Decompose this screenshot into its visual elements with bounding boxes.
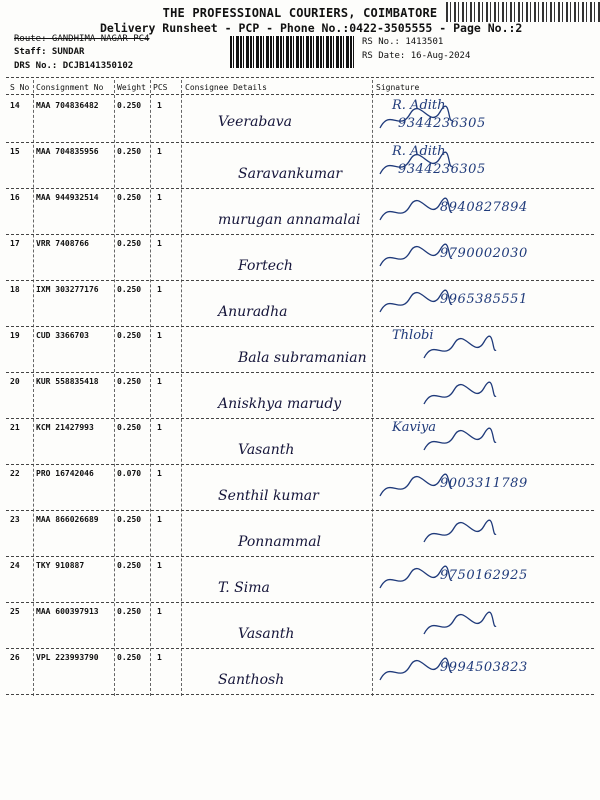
consignment-number: PRO 16742046 [36,469,94,478]
table-row [0,418,600,464]
rs-number: RS No.: 1413501 [362,37,444,47]
consignment-number: KCM 21427993 [36,423,94,432]
consignee-handwriting: Fortech [238,258,293,274]
sno-cell: 25 [10,607,20,616]
weight-cell: 0.250 [117,423,142,432]
table-row [0,142,600,188]
signature-phone: 9344236305 [398,116,486,131]
signature-phone: 9344236305 [398,162,486,177]
signature-scribble [420,378,500,414]
consignee-handwriting: Vasanth [238,626,295,642]
signature-name: Kaviya [392,420,437,435]
signature-phone: 9790002030 [440,246,528,261]
pcs-cell: 1 [157,561,162,570]
table-row [0,188,600,234]
sno-cell: 14 [10,101,20,110]
sno-cell: 20 [10,377,20,386]
signature-name: Thlobi [392,328,434,343]
consignment-number: CUD 3366703 [36,331,89,340]
runsheet-subtitle: Delivery Runsheet - PCP - Phone No.:0422-3505555 - Page No.:2 [100,21,523,35]
sno-cell: 23 [10,515,20,524]
company-title: THE PROFESSIONAL COURIERS, COIMBATORE [162,6,438,20]
sno-cell: 15 [10,147,20,156]
table-row [0,556,600,602]
weight-cell: 0.250 [117,607,142,616]
column-header-consignee: Consignee Details [185,83,267,92]
signature-scribble [376,286,456,322]
column-header-sno: S No [10,83,30,92]
signature-phone: 9994503823 [440,660,528,675]
table-row [0,510,600,556]
sno-cell: 24 [10,561,20,570]
signature-scribble [376,240,456,276]
sno-cell: 21 [10,423,20,432]
weight-cell: 0.250 [117,285,142,294]
table-row [0,602,600,648]
pcs-cell: 1 [157,423,162,432]
signature-scribble [376,102,456,138]
consignment-number: MAA 704836482 [36,101,99,110]
rs-date: RS Date: 16-Aug-2024 [362,51,471,61]
pcs-cell: 1 [157,285,162,294]
column-header-consignment: Consignment No [36,83,104,92]
signature-scribble [376,194,456,230]
column-header-weight: Weight [117,83,146,92]
pcs-cell: 1 [157,101,162,110]
signature-phone: 9750162925 [440,568,528,583]
signature-phone: 9965385551 [440,292,528,307]
pcs-cell: 1 [157,193,162,202]
signature-phone: 9003311789 [440,476,528,491]
sno-cell: 16 [10,193,20,202]
weight-cell: 0.250 [117,377,142,386]
weight-cell: 0.070 [117,469,142,478]
pcs-cell: 1 [157,515,162,524]
staff-label: Staff: SUNDAR [14,47,85,57]
weight-cell: 0.250 [117,331,142,340]
signature-name: R. Adith [392,98,446,113]
pcs-cell: 1 [157,239,162,248]
sno-cell: 22 [10,469,20,478]
consignment-number: MAA 600397913 [36,607,99,616]
weight-cell: 0.250 [117,561,142,570]
consignment-number: KUR 558835418 [36,377,99,386]
table-row [0,648,600,694]
consignment-number: VRR 7408766 [36,239,89,248]
consignment-number: MAA 944932514 [36,193,99,202]
signature-scribble [376,562,456,598]
pcs-cell: 1 [157,653,162,662]
consignment-number: TKY 910887 [36,561,85,570]
signature-scribble [420,424,500,460]
consignment-number: VPL 223993790 [36,653,99,662]
header-bottom-rule [6,94,594,95]
consignee-handwriting: Anuradha [218,304,288,320]
signature-scribble [420,608,500,644]
consignee-handwriting: Veerabava [218,114,292,130]
signature-scribble [420,332,500,368]
signature-scribble [376,148,456,184]
signature-scribble [420,516,500,552]
weight-cell: 0.250 [117,147,142,156]
route-label: Route: GANDHIMA NAGAR PC4 [14,34,150,44]
signature-scribble [376,470,456,506]
weight-cell: 0.250 [117,101,142,110]
column-header-pcs: PCS [153,83,168,92]
consignment-number: MAA 866026689 [36,515,99,524]
weight-cell: 0.250 [117,515,142,524]
consignee-handwriting: Bala subramanian [238,350,367,366]
weight-cell: 0.250 [117,193,142,202]
consignee-handwriting: Senthil kumar [218,488,319,504]
consignee-handwriting: Vasanth [238,442,295,458]
consignee-handwriting: Santhosh [218,672,285,688]
sno-cell: 17 [10,239,20,248]
consignee-handwriting: Aniskhya marudy [218,396,342,412]
table-row [0,96,600,142]
sno-cell: 18 [10,285,20,294]
table-row [0,234,600,280]
pcs-cell: 1 [157,377,162,386]
header-top-rule [6,77,594,78]
weight-cell: 0.250 [117,239,142,248]
pcs-cell: 1 [157,607,162,616]
table-row [0,280,600,326]
sno-cell: 26 [10,653,20,662]
table-row [0,372,600,418]
signature-scribble [376,654,456,690]
consignee-handwriting: Saravankumar [238,166,343,182]
consignment-number: IXM 303277176 [36,285,99,294]
sno-cell: 19 [10,331,20,340]
consignee-handwriting: murugan annamalai [218,212,361,228]
drs-number: DRS No.: DCJB141350102 [14,61,134,71]
consignment-number: MAA 704835956 [36,147,99,156]
pcs-cell: 1 [157,147,162,156]
barcode [230,36,354,68]
pcs-cell: 1 [157,469,162,478]
pcs-cell: 1 [157,331,162,340]
column-header-signature: Signature [376,83,420,92]
table-row [0,326,600,372]
row-divider [6,694,594,695]
weight-cell: 0.250 [117,653,142,662]
signature-name: R. Adith [392,144,446,159]
signature-phone: 8940827894 [440,200,528,215]
consignee-handwriting: Ponnammal [238,534,322,550]
consignee-handwriting: T. Sima [218,580,270,596]
table-row [0,464,600,510]
